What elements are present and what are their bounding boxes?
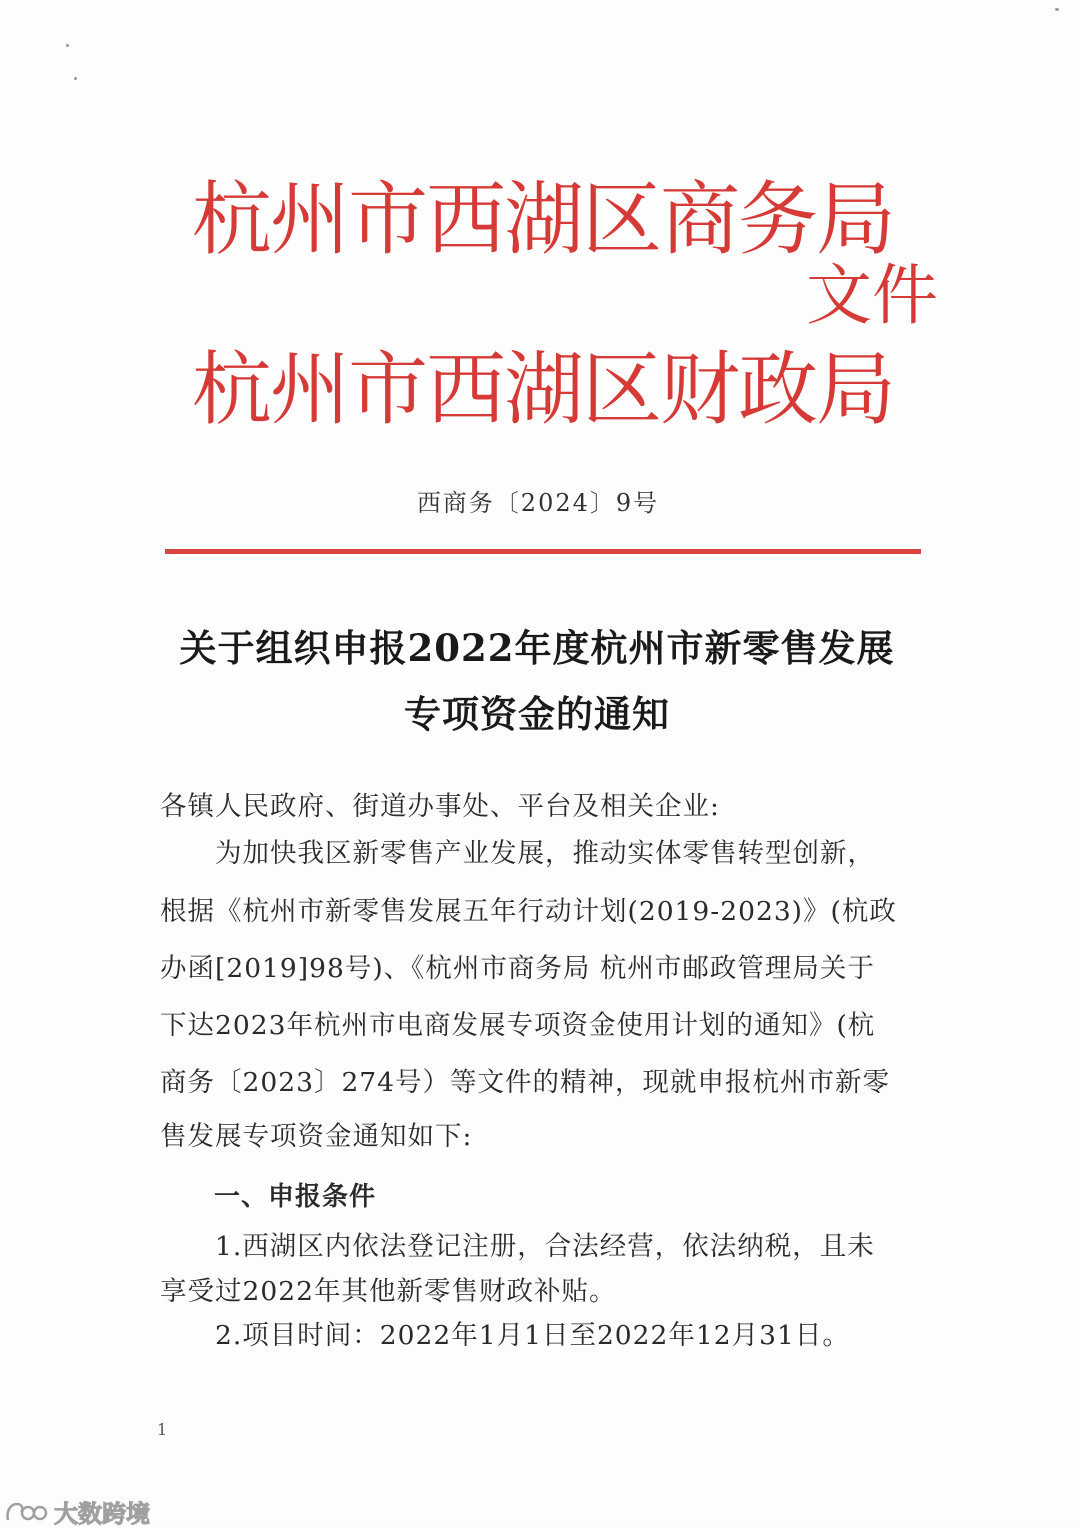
body-paragraph-line: 办函[2019]98号)、《杭州市商务局 杭州市邮政管理局关于 [160,953,875,984]
scan-speck [74,77,77,80]
body-paragraph-line: 售发展专项资金通知如下: [160,1121,473,1152]
condition-1-line: 1.西湖区内依法登记注册，合法经营，依法纳税，且未 [160,1231,875,1262]
condition-2-line: 2.项目时间：2022年1月1日至2022年12月31日。 [160,1320,850,1351]
body-paragraph-line: 下达2023年杭州市电商发展专项资金使用计划的通知》(杭 [160,1010,876,1041]
document-label: 文件 [806,257,938,334]
scan-speck [66,44,69,47]
condition-1-line: 享受过2022年其他新零售财政补贴。 [160,1276,617,1307]
scan-speck [1055,8,1059,11]
section-heading-application-conditions: 一、申报条件 [160,1182,377,1212]
body-addressee: 各镇人民政府、街道办事处、平台及相关企业: [160,791,720,822]
body-paragraph-line: 商务〔2023〕274号）等文件的精神，现就申报杭州市新零 [160,1067,891,1098]
watermark-text: 大数跨境 [54,1500,150,1528]
issuer-commerce-bureau: 杭州市西湖区商务局 [192,173,894,266]
body-paragraph-line: 根据《杭州市新零售发展五年行动计划(2019-2023)》(杭政 [160,896,897,927]
notice-title-line-1: 关于组织申报2022年度杭州市新零售发展 [179,626,895,670]
document-number: 西商务〔2024〕9号 [416,489,660,517]
notice-title-line-2: 专项资金的通知 [404,692,670,736]
watermark [4,1494,150,1529]
watermark-logo-icon [4,1500,48,1524]
page-number: 1 [157,1420,168,1439]
red-separator-rule [165,549,921,554]
issuer-finance-bureau: 杭州市西湖区财政局 [192,343,894,436]
body-paragraph-line: 为加快我区新零售产业发展，推动实体零售转型创新， [160,838,875,869]
red-rule-bar [165,549,921,554]
